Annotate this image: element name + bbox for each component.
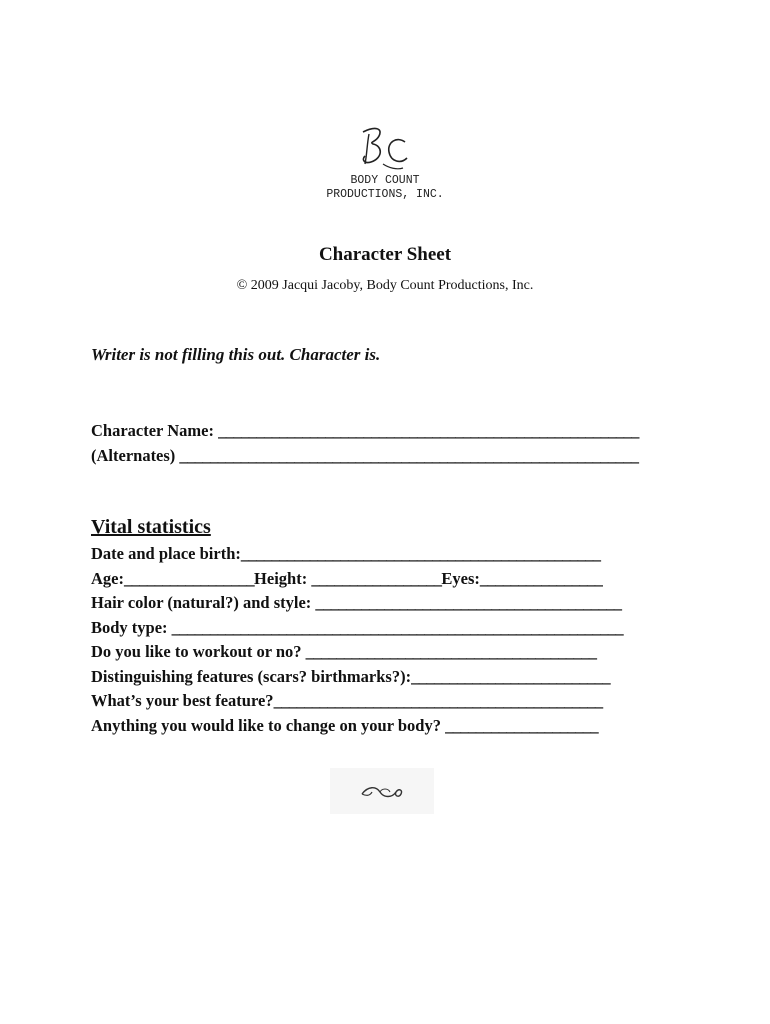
workout-row — [91, 640, 711, 665]
height-label: Height: — [254, 568, 312, 588]
best-feature-label: What’s your best feature? — [91, 691, 274, 710]
logo-line-2: PRODUCTIONS, INC. — [326, 188, 444, 201]
change-body-row — [91, 714, 711, 739]
best-feature-row — [91, 689, 711, 714]
flourish-ornament — [330, 768, 434, 814]
alternates-row — [91, 443, 691, 468]
eyes-field[interactable]: ________________ — [479, 568, 603, 588]
birth-field[interactable]: _______________________________________________ — [240, 544, 601, 563]
height-field[interactable]: _________________ — [311, 568, 442, 588]
copyright-notice: © 2009 Jacqui Jacoby, Body Count Productions, Inc. — [236, 278, 534, 293]
best-feature-field[interactable]: ___________________________________________ — [273, 691, 603, 710]
name-fields — [91, 418, 691, 468]
hair-label: Hair color (natural?) and style: — [91, 593, 316, 612]
alternates-label: (Alternates) — [91, 446, 180, 465]
vital-statistics-heading: Vital statistics — [91, 516, 211, 538]
birth-label: Date and place birth: — [91, 544, 241, 563]
bc-monogram-icon — [353, 124, 417, 174]
age-label: Age: — [91, 568, 124, 588]
features-label: Distinguishing features (scars? birthmarks?): — [91, 666, 412, 686]
body-type-label: Body type: — [91, 617, 172, 637]
alternates-field[interactable]: ____________________________________________________________ — [179, 446, 639, 465]
hair-field[interactable]: ________________________________________ — [315, 593, 622, 612]
workout-field[interactable]: ______________________________________ — [305, 642, 597, 661]
vital-statistics-list — [91, 542, 711, 738]
instruction-note: Writer is not filling this out. Character is. — [91, 345, 381, 364]
features-row — [91, 665, 711, 690]
features-field[interactable]: __________________________ — [411, 666, 610, 686]
company-logo — [300, 124, 470, 210]
workout-label: Do you like to workout or no? — [91, 642, 306, 661]
character-name-field[interactable]: _______________________________________________________ — [218, 421, 639, 440]
birth-row — [91, 542, 711, 567]
logo-line-1: BODY COUNT — [350, 174, 420, 187]
change-body-label: Anything you would like to change on your body? — [91, 715, 446, 735]
hair-row — [91, 591, 711, 616]
age-field[interactable]: _________________ — [123, 568, 255, 588]
change-body-field[interactable]: ____________________ — [445, 715, 599, 735]
body-type-field[interactable]: ___________________________________________________________ — [171, 617, 624, 637]
character-name-row — [91, 418, 691, 443]
flourish-icon — [358, 780, 406, 802]
page-title: Character Sheet — [318, 244, 452, 265]
eyes-label: Eyes: — [441, 568, 480, 588]
age-height-eyes-row — [91, 567, 711, 592]
character-name-label: Character Name: — [91, 421, 219, 440]
body-type-row — [91, 616, 711, 641]
